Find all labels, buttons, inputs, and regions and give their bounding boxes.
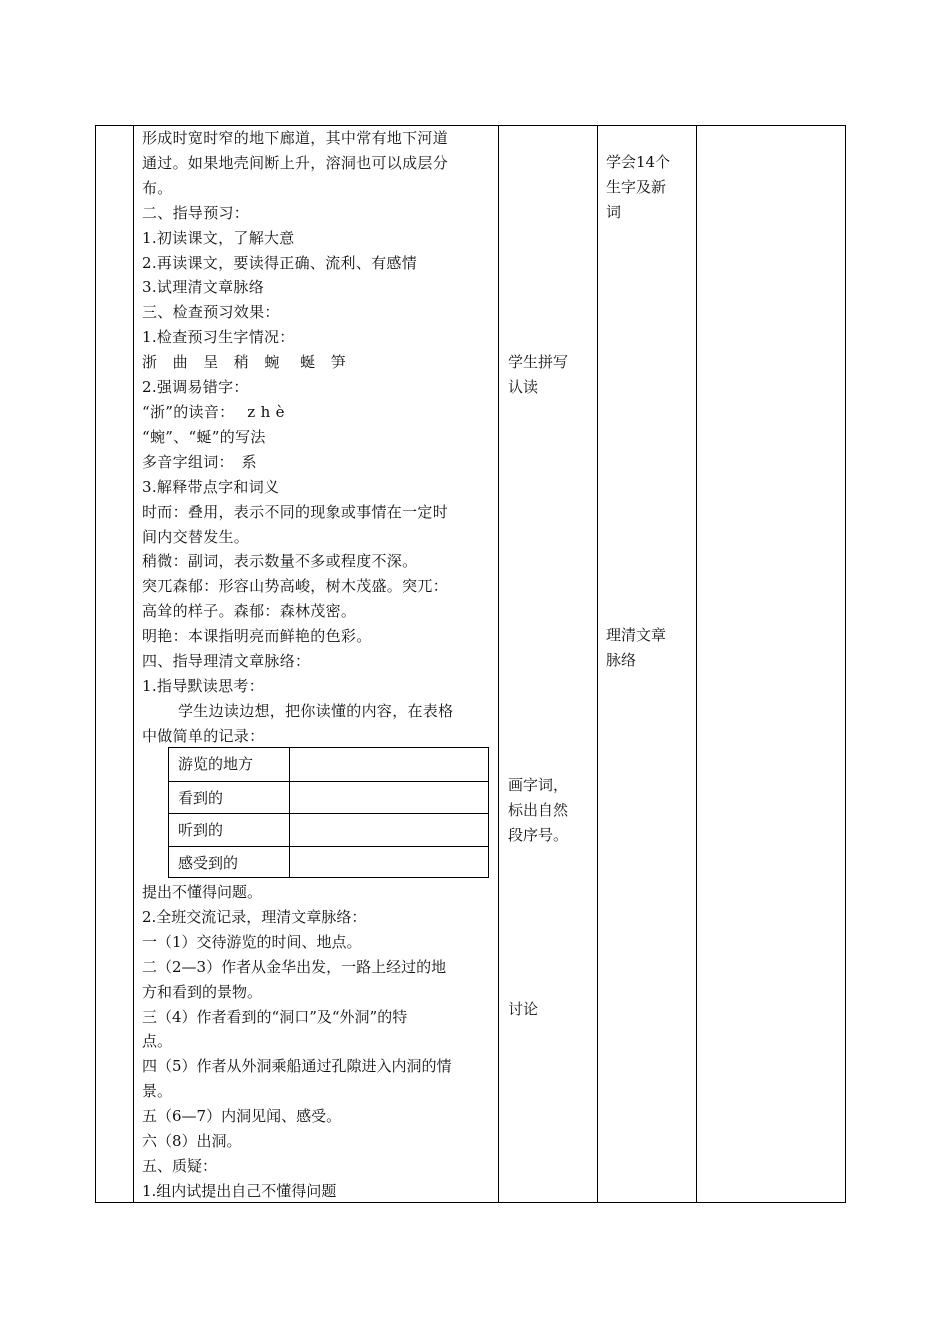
cell-text: 学生拼写 [508,353,569,371]
table-row-label: 看到的 [178,788,224,807]
cell-text: 学会14个 [606,153,671,171]
text-line: 五（6—7）内洞见闻、感受。 [142,1107,342,1126]
text-line: 突兀森郁：形容山势高峻，树木茂盛。突兀： [142,577,449,596]
text-line: 1.检查预习生字情况： [142,328,295,347]
table-row [169,781,488,814]
table-row [169,846,488,879]
cell-divider [289,847,290,879]
cell-text: 认读 [508,378,539,396]
table-divider-3 [597,125,598,1203]
cell-divider [289,748,290,781]
teaching-goal-block-2 [606,623,694,673]
section-heading: 三、检查预习效果： [142,303,280,322]
text-line: 点。 [142,1032,173,1051]
text-line: 学生边读边想，把你读懂的内容，在表格 [178,701,454,720]
text-line: 提出不懂得问题。 [142,883,263,901]
cell-text: 画字词， [508,776,569,794]
section-heading: 五、质疑： [142,1156,218,1175]
text-line: 一（1）交待游览的时间、地点。 [142,932,362,951]
student-activity-block-1 [508,350,594,400]
student-activity-block-2 [508,773,594,848]
cell-divider [289,814,290,846]
table-divider-1 [133,125,134,1203]
table-row [169,748,488,781]
text-line: “蜿”、“蜒”的写法 [142,427,266,446]
cell-text: 段序号。 [508,826,569,844]
text-line: 通过。如果地壳间断上升，溶洞也可以成层分 [142,153,449,172]
table-divider-4 [696,125,697,1203]
vocab-characters: 浙 曲 呈 稍 蜿 蜒 笋 [142,353,346,372]
text-line: 稍微：副词，表示数量不多或程度不深。 [142,552,418,571]
table-row-label: 感受到的 [178,853,239,872]
text-line: 3.解释带点字和词义 [142,477,280,496]
text-line: 三（4）作者看到的“洞口”及“外洞”的特 [142,1007,408,1026]
table-border-left [95,125,96,1203]
table-border-right [845,125,846,1203]
text-line: 景。 [142,1082,173,1101]
teaching-process-continued [142,880,492,1204]
cell-text: 标出自然 [508,801,569,819]
text-line: 2.强调易错字： [142,378,249,397]
text-line: 3.试理清文章脉络 [142,278,265,297]
table-divider-2 [498,125,499,1203]
pronunciation-line: “浙”的读音： z h è [142,402,285,421]
cell-text: 词 [606,203,622,221]
text-line: 1.组内试提出自己不懂得问题 [142,1181,337,1200]
text-line: 2.再读课文，要读得正确、流利、有感情 [142,253,418,272]
reading-record-table [168,747,489,878]
cell-text: 脉络 [606,651,637,669]
table-row [169,813,488,846]
text-line: 2.全班交流记录，理清文章脉络： [142,907,367,926]
text-line: 四（5）作者从外洞乘船通过孔隙进入内洞的情 [142,1057,452,1076]
teaching-goal-block-1 [606,150,694,225]
cell-text: 理清文章 [606,626,667,644]
text-line: 时而：叠用，表示不同的现象或事情在一定时 [142,502,449,521]
text-line: 中做简单的记录： [142,726,265,745]
teaching-process-column [142,126,492,749]
text-line: 明艳：本课指明亮而鲜艳的色彩。 [142,627,372,646]
text-line: 高耸的样子。森郁：森林茂密。 [142,602,357,621]
section-heading: 二、指导预习： [142,203,250,222]
table-row-label: 游览的地方 [178,755,254,773]
cell-text: 生字及新 [606,178,667,196]
text-line: 布。 [142,178,173,197]
text-line: 间内交替发生。 [142,527,250,546]
text-line: 二（2—3）作者从金华出发，一路上经过的地 [142,957,447,976]
cell-text: 讨论 [508,1000,539,1018]
table-row-label: 听到的 [178,821,224,839]
cell-divider [289,782,290,814]
text-line: 多音字组词： 系 [142,452,257,471]
text-line: 方和看到的景物。 [142,982,263,1001]
text-line: 1.初读课文，了解大意 [142,228,295,247]
text-line: 六（8）出洞。 [142,1132,242,1151]
section-heading: 四、指导理清文章脉络： [142,652,311,671]
text-line: 1.指导默读思考： [142,676,265,695]
student-activity-block-3 [508,997,594,1022]
text-line: 形成时宽时窄的地下廊道，其中常有地下河道 [142,129,449,147]
